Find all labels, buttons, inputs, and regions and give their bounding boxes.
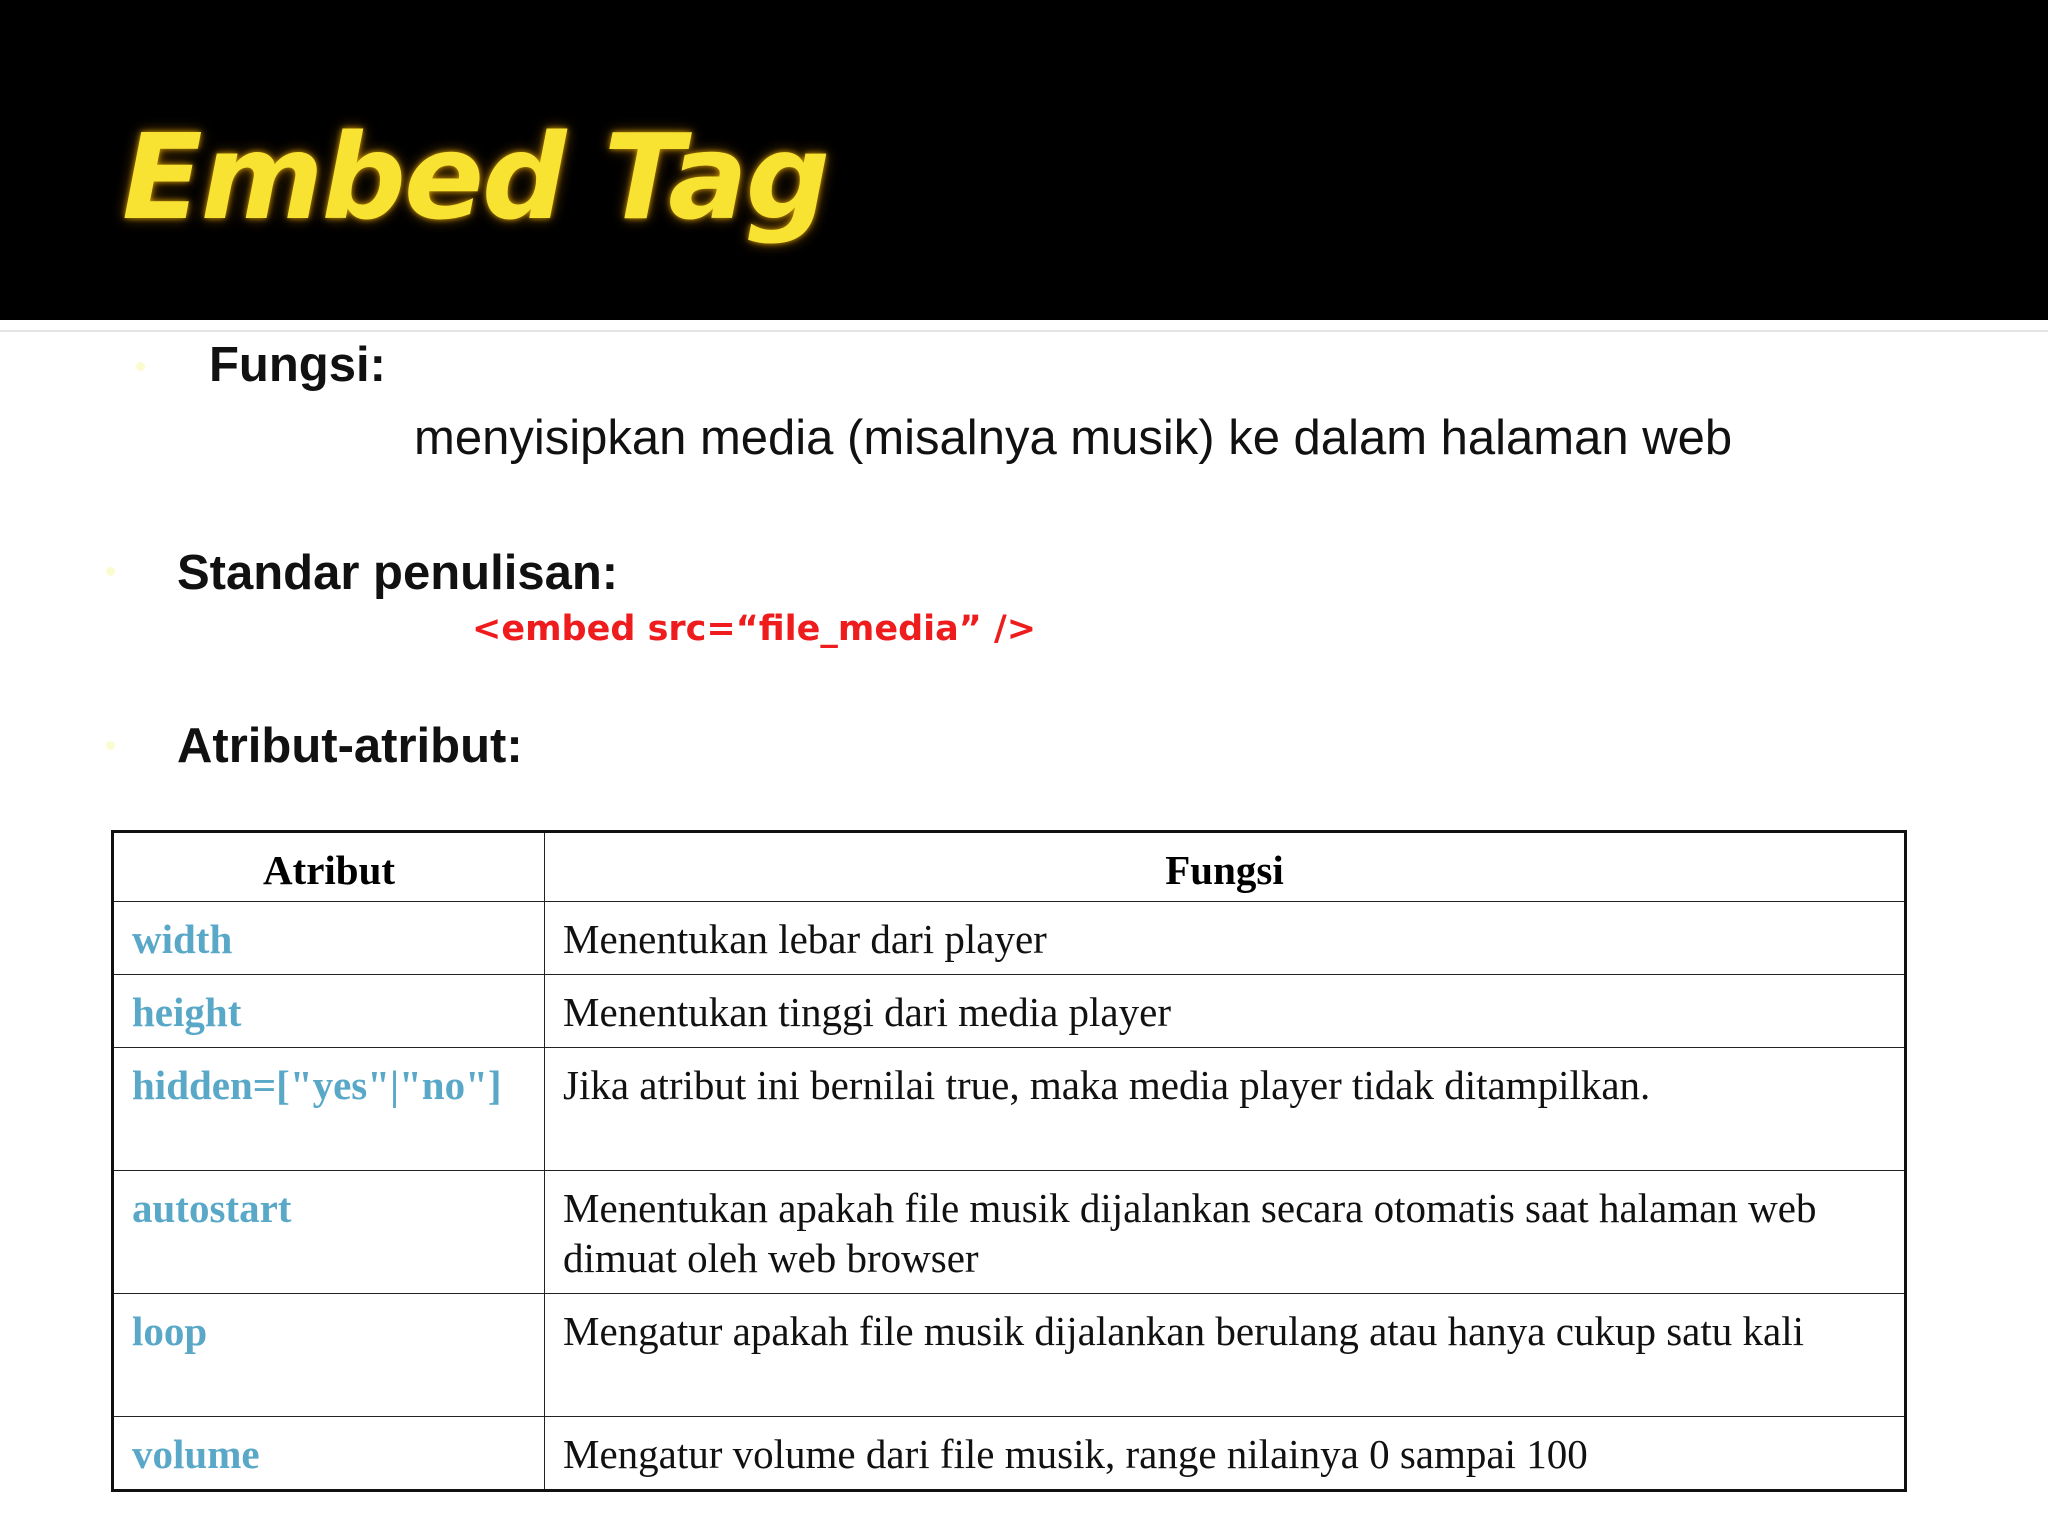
attribute-function: Mengatur volume dari file musik, range nilainya 0 sampai 100 — [545, 1417, 1906, 1491]
title-bar — [0, 0, 2048, 320]
column-header-atribut: Atribut — [113, 832, 545, 902]
fungsi-heading: Fungsi: — [209, 338, 386, 392]
bullet-icon — [106, 741, 115, 750]
attribute-function: Menentukan lebar dari player — [545, 902, 1906, 975]
table-header-row — [113, 832, 1906, 902]
attribute-function: Menentukan apakah file musik dijalankan secara otomatis saat halaman web dimuat oleh web browser — [545, 1171, 1906, 1294]
table-row — [113, 1294, 1906, 1417]
attribute-name: hidden=["yes"|"no"] — [113, 1048, 545, 1171]
table-row — [113, 1417, 1906, 1491]
table-row — [113, 1171, 1906, 1294]
bullet-icon — [106, 567, 115, 576]
bullet-icon — [136, 362, 145, 371]
atribut-heading: Atribut-atribut: — [177, 719, 523, 773]
table-row — [113, 902, 1906, 975]
title-separator — [0, 330, 2048, 332]
embed-code-example: <embed src=“file_media” /> — [472, 609, 1037, 649]
table-row — [113, 1048, 1906, 1171]
attribute-function: Menentukan tinggi dari media player — [545, 975, 1906, 1048]
table-row — [113, 975, 1906, 1048]
fungsi-description: menyisipkan media (misalnya musik) ke dalam halaman web — [414, 411, 1733, 465]
attribute-function: Mengatur apakah file musik dijalankan berulang atau hanya cukup satu kali — [545, 1294, 1906, 1417]
attribute-table — [111, 830, 1907, 1492]
attribute-name: volume — [113, 1417, 545, 1491]
standar-heading: Standar penulisan: — [177, 546, 619, 600]
column-header-fungsi: Fungsi — [545, 832, 1906, 902]
attribute-name: autostart — [113, 1171, 545, 1294]
slide-title: Embed Tag — [122, 108, 829, 246]
attribute-name: height — [113, 975, 545, 1048]
attribute-name: loop — [113, 1294, 545, 1417]
attribute-function: Jika atribut ini bernilai true, maka media player tidak ditampilkan. — [545, 1048, 1906, 1171]
attribute-name: width — [113, 902, 545, 975]
